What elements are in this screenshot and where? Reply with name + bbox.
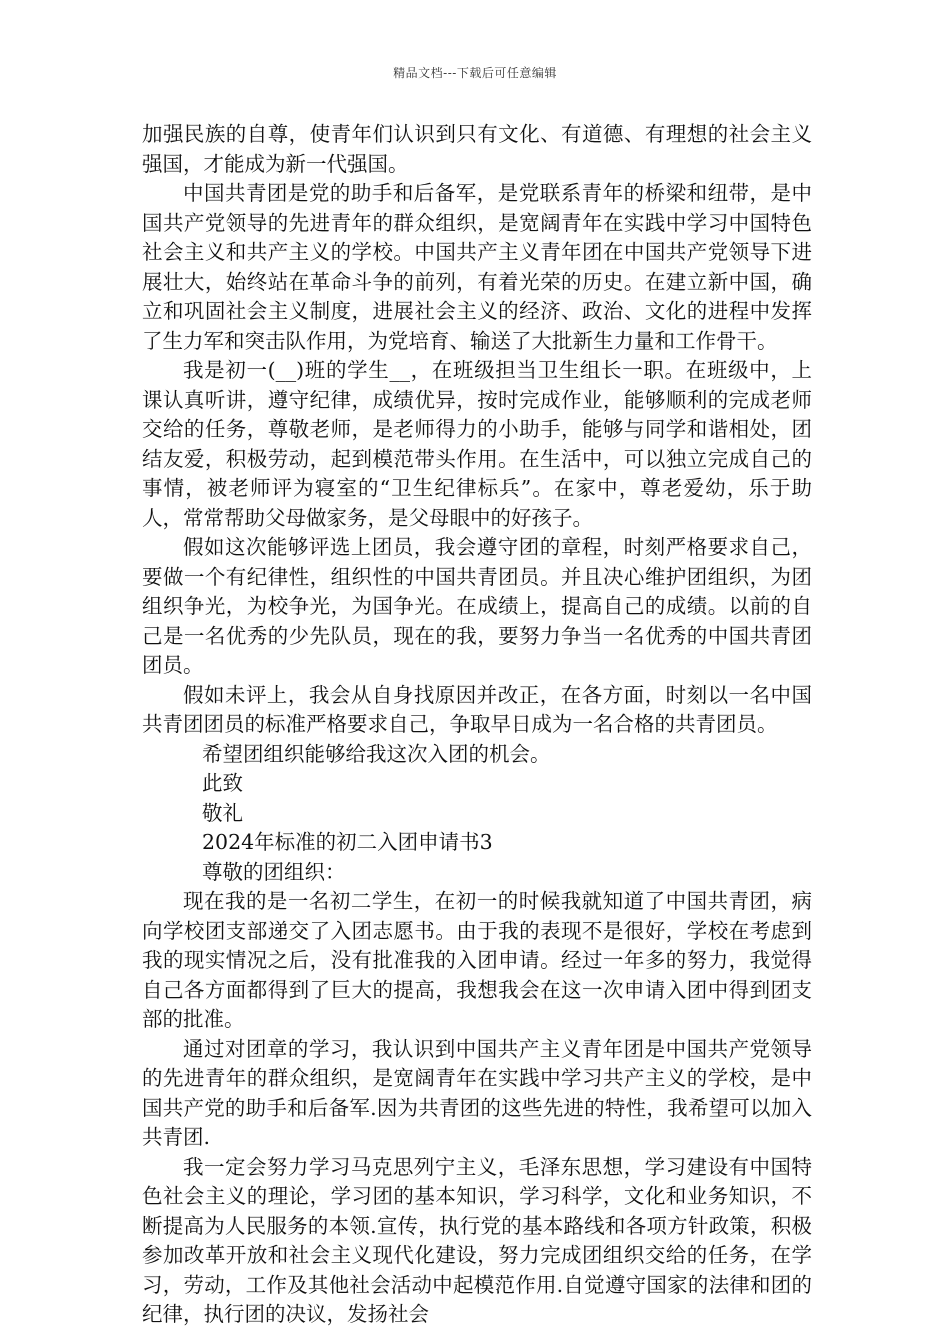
paragraph-hope: 希望团组织能够给我这次入团的机会。 — [202, 741, 551, 766]
section-title: 2024年标准的初二入团申请书3 — [202, 830, 493, 854]
paragraph-6: 现在我的是一名初二学生，在初一的时候我就知道了中国共青团，病向学校团支部递交了入团志愿书。由于我的表现不是很好，学校在考虑到我的现实情况之后，没有批准我的入团申请。经过一年多的努力，我觉得自己各方面都得到了巨大的提高，我想我会在这一次申请入团中得到团支部的批准。 — [142, 889, 812, 1031]
closing-jingli: 敬礼 — [202, 800, 243, 825]
document-body — [142, 120, 812, 1330]
paragraph-1: 加强民族的自尊，使青年们认识到只有文化、有道德、有理想的社会主义强国，才能成为新一代强国。 — [142, 122, 812, 176]
closing-cizhi: 此致 — [202, 771, 243, 795]
paragraph-7: 通过对团章的学习，我认识到中国共产主义青年团是中国共产党领导的先进青年的群众组织，是宽阔青年在实践中学习共产主义的学校，是中国共产党的助手和后备军.因为共青团的这些先进的特性，我希望可以加入共青团. — [142, 1036, 812, 1149]
paragraph-3: 我是初一(__)班的学生__，在班级担当卫生组长一职。在班级中，上课认真听讲，遵守纪律，成绩优异，按时完成作业，能够顺利的完成老师交给的任务，尊敬老师，是老师得力的小助手，能够与同学和谐相处，团结友爱，积极劳动，起到模范带头作用。在生活中，可以独立完成自己的事情，被老师评为寝室的“卫生纪律标兵”。在家中，尊老爱幼，乐于助人，常常帮助父母做家务，是父母眼中的好孩子。 — [142, 358, 812, 530]
paragraph-4: 假如这次能够评选上团员，我会遵守团的章程，时刻严格要求自己，要做一个有纪律性，组织性的中国共青团员。并且决心维护团组织，为团组织争光，为校争光，为国争光。在成绩上，提高自己的成绩。以前的自己是一名优秀的少先队员，现在的我，要努力争当一名优秀的中国共青团团员。 — [142, 535, 812, 677]
paragraph-8: 我一定会努力学习马克思列宁主义，毛泽东思想，学习建设有中国特色社会主义的理论，学习团的基本知识，学习科学，文化和业务知识，不断提高为人民服务的本领.宣传，执行党的基本路线和各项方针政策，积极参加改革开放和社会主义现代化建设，努力完成团组织交给的任务，在学习，劳动，工作及其他社会活动中起模范作用.自觉遵守国家的法律和团的纪律，执行团的决议，发扬社会 — [142, 1154, 812, 1326]
paragraph-2: 中国共青团是党的助手和后备军，是党联系青年的桥梁和纽带，是中国共产党领导的先进青年的群众组织，是宽阔青年在实践中学习中国特色社会主义和共产主义的学校。中国共产主义青年团在中国共产党领导下进展壮大，始终站在革命斗争的前列，有着光荣的历史。在建立新中国，确立和巩固社会主义制度，进展社会主义的经济、政治、文化的进程中发挥了生力军和突击队作用，为党培育、输送了大批新生力量和工作骨干。 — [142, 181, 812, 353]
paragraph-5: 假如未评上，我会从自身找原因并改正，在各方面，时刻以一名中国共青团团员的标准严格要求自己，争取早日成为一名合格的共青团员。 — [142, 682, 812, 736]
salutation: 尊敬的团组织： — [202, 859, 346, 884]
page-header: 精品文档---下载后可任意编辑 — [393, 66, 557, 80]
